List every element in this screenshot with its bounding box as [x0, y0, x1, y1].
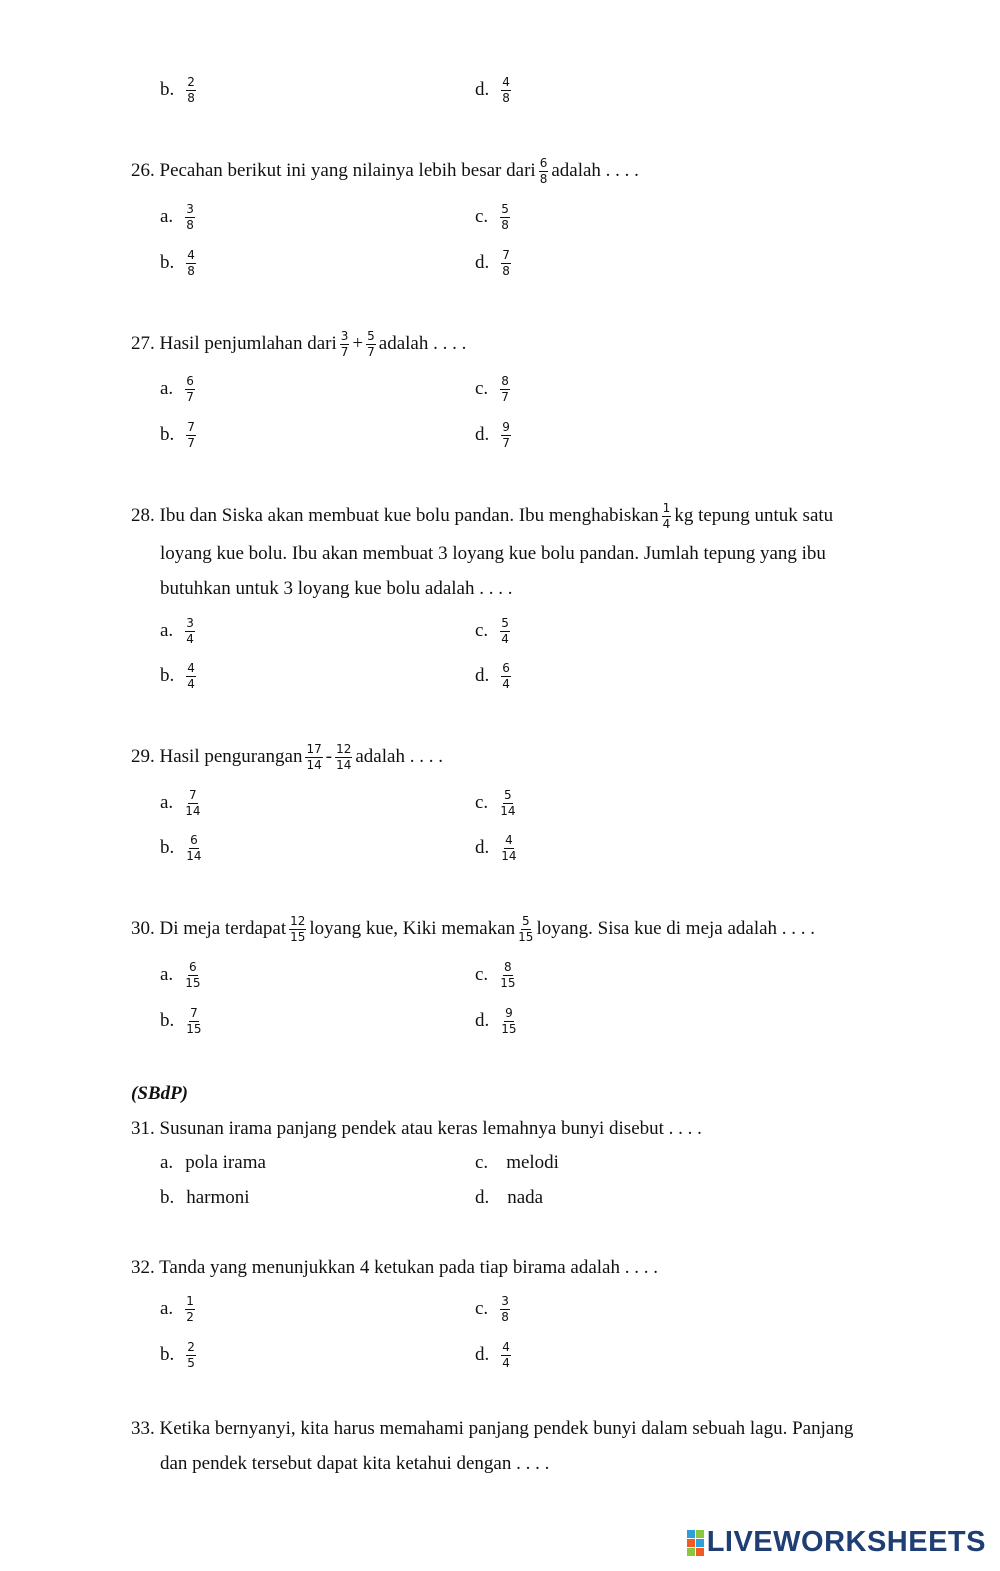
fraction: $\frac{12}{14}$	[336, 742, 352, 772]
logo-block	[696, 1548, 704, 1556]
option-c[interactable]: c. $\frac{5}{4}$	[475, 616, 509, 646]
option-b[interactable]: b. harmoni	[160, 1187, 250, 1208]
fraction: $\frac{7}{14}$	[185, 788, 201, 818]
option-c[interactable]: c. $\frac{8}{15}$	[475, 960, 516, 990]
option-a[interactable]: a. $\frac{6}{7}$	[160, 374, 194, 404]
fraction: $\frac{6}{14}$	[186, 833, 202, 863]
fraction: $\frac{7}{8}$	[502, 248, 510, 278]
fraction: $\frac{5}{4}$	[501, 616, 509, 646]
option-d[interactable]: d. nada	[475, 1187, 544, 1208]
question-33-line-2: dan pendek tersebut dapat kita ketahui dengan . . . .	[160, 1453, 550, 1474]
fraction: $\frac{6}{7}$	[186, 374, 194, 404]
option-d[interactable]: d. $\frac{7}{8}$	[475, 248, 510, 278]
logo-text: LIVEWORKSHEETS	[706, 1526, 986, 1558]
logo-block	[696, 1539, 704, 1547]
option-c[interactable]: c. $\frac{8}{7}$	[475, 374, 509, 404]
question-30: 30. Di meja terdapat $\frac{12}{15}$ loyang kue, Kiki memakan $\frac{5}{15}$ loyang. Sisa kue di meja adalah . . . .	[131, 914, 816, 944]
question-28: 28. Ibu dan Siska akan membuat kue bolu pandan. Ibu menghabiskan $\frac{1}{4}$ kg tepung untuk satu	[131, 501, 834, 531]
liveworksheets-logo[interactable]	[687, 1526, 986, 1559]
fraction: $\frac{4}{14}$	[501, 833, 517, 863]
fraction: $\frac{6}{15}$	[185, 960, 201, 990]
option-c[interactable]: c. melodi	[475, 1152, 559, 1173]
option-b[interactable]	[160, 76, 199, 105]
option-d[interactable]	[475, 76, 514, 105]
fraction: $\frac{8}{7}$	[501, 374, 509, 404]
option-d[interactable]: d. $\frac{4}{14}$	[475, 833, 517, 863]
option-a[interactable]: a. $\frac{1}{2}$	[160, 1294, 194, 1324]
question-27: 27. Hasil penjumlahan dari $\frac{3}{7}$ + $\frac{5}{7}$ adalah . . . .	[131, 329, 467, 359]
option-b[interactable]: b. $\frac{6}{14}$	[160, 833, 202, 863]
option-letter: d.	[475, 78, 490, 100]
option-c[interactable]: c. $\frac{5}{8}$	[475, 202, 509, 232]
fraction: $\frac{4}{8}$	[187, 248, 195, 278]
option-b[interactable]: b. $\frac{4}{8}$	[160, 248, 195, 278]
fraction: $\frac{9}{7}$	[502, 420, 510, 450]
fraction: $\frac{4}{8}$	[502, 75, 510, 105]
fraction: $\frac{3}{7}$	[340, 329, 349, 359]
option-a[interactable]: a. $\frac{3}{4}$	[160, 616, 194, 646]
fraction: $\frac{17}{14}$	[306, 742, 322, 772]
option-d[interactable]: d. $\frac{9}{7}$	[475, 420, 510, 450]
fraction: $\frac{1}{4}$	[662, 501, 671, 531]
fraction: $\frac{4}{4}$	[502, 1340, 510, 1370]
fraction: $\frac{12}{15}$	[290, 914, 306, 944]
option-a[interactable]: a. $\frac{6}{15}$	[160, 960, 201, 990]
logo-block	[687, 1548, 695, 1556]
question-28-line-3: butuhkan untuk 3 loyang kue bolu adalah . . . .	[160, 578, 513, 599]
option-d[interactable]: d. $\frac{6}{4}$	[475, 661, 510, 691]
fraction: $\frac{5}{8}$	[501, 202, 509, 232]
option-a[interactable]: a. pola irama	[160, 1152, 266, 1173]
question-28-line-2: loyang kue bolu. Ibu akan membuat 3 loyang kue bolu pandan. Jumlah tepung yang ibu	[160, 543, 826, 564]
fraction: $\frac{5}{15}$	[518, 914, 534, 944]
option-b[interactable]: b. $\frac{7}{7}$	[160, 420, 195, 450]
fraction: $\frac{1}{2}$	[186, 1294, 194, 1324]
fraction: $\frac{3}{8}$	[501, 1294, 509, 1324]
fraction: $\frac{3}{4}$	[186, 616, 194, 646]
section-title: (SBdP)	[131, 1083, 188, 1104]
option-b[interactable]: b. $\frac{4}{4}$	[160, 661, 195, 691]
logo-blocks-icon	[687, 1530, 704, 1556]
question-32: 32. Tanda yang menunjukkan 4 ketukan pada tiap birama adalah . . . .	[131, 1257, 658, 1278]
option-letter: b.	[160, 78, 175, 100]
option-c[interactable]: c. $\frac{5}{14}$	[475, 788, 516, 818]
fraction: $\frac{2}{8}$	[187, 75, 195, 105]
option-c[interactable]: c. $\frac{3}{8}$	[475, 1294, 509, 1324]
question-31: 31. Susunan irama panjang pendek atau keras lemahnya bunyi disebut . . . .	[131, 1118, 702, 1139]
question-33: 33. Ketika bernyanyi, kita harus memahami panjang pendek bunyi dalam sebuah lagu. Panjang	[131, 1418, 854, 1439]
fraction: $\frac{8}{15}$	[500, 960, 516, 990]
question-29: 29. Hasil pengurangan $\frac{17}{14}$ - $\frac{12}{14}$ adalah . . . .	[131, 742, 443, 772]
logo-block	[687, 1539, 695, 1547]
fraction: $\frac{3}{8}$	[186, 202, 194, 232]
fraction: $\frac{2}{5}$	[187, 1340, 195, 1370]
fraction: $\frac{5}{7}$	[367, 329, 375, 359]
fraction: $\frac{6}{4}$	[502, 661, 510, 691]
logo-block	[687, 1530, 695, 1538]
fraction: $\frac{9}{15}$	[501, 1006, 517, 1036]
fraction: $\frac{7}{15}$	[186, 1006, 202, 1036]
option-d[interactable]: d. $\frac{4}{4}$	[475, 1340, 510, 1370]
logo-block	[696, 1530, 704, 1538]
fraction: $\frac{7}{7}$	[187, 420, 195, 450]
option-a[interactable]: a. $\frac{7}{14}$	[160, 788, 201, 818]
fraction: $\frac{6}{8}$	[539, 156, 548, 186]
fraction: $\frac{4}{4}$	[187, 661, 195, 691]
option-b[interactable]: b. $\frac{2}{5}$	[160, 1340, 195, 1370]
option-b[interactable]: b. $\frac{7}{15}$	[160, 1006, 202, 1036]
option-a[interactable]: a. $\frac{3}{8}$	[160, 202, 194, 232]
option-d[interactable]: d. $\frac{9}{15}$	[475, 1006, 517, 1036]
question-26: 26. Pecahan berikut ini yang nilainya lebih besar dari $\frac{6}{8}$ adalah . . . .	[131, 156, 639, 186]
fraction: $\frac{5}{14}$	[500, 788, 516, 818]
